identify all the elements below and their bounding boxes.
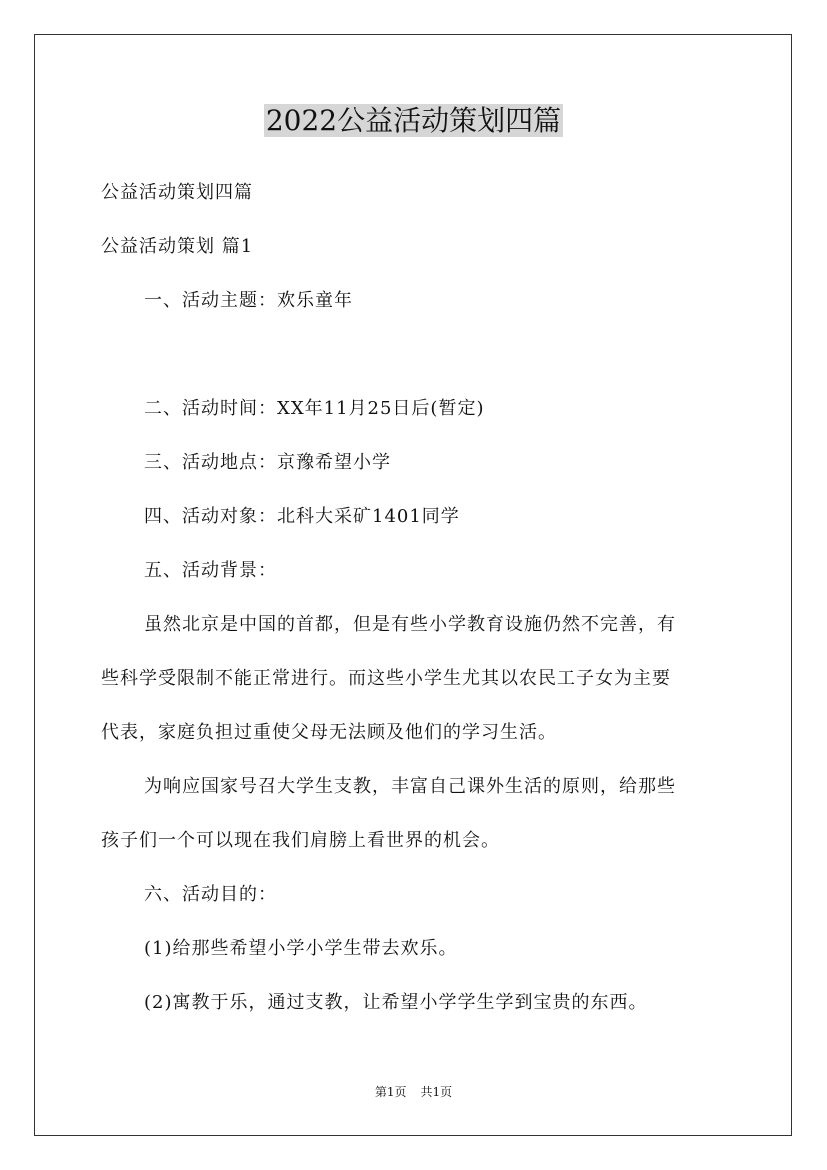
paragraph-line: 孩子们一个可以现在我们肩膀上看世界的机会。 <box>101 830 500 851</box>
activity-theme: 一、活动主题：欢乐童年 <box>144 290 353 311</box>
purpose-item: (2)寓教于乐，通过支教，让希望小学学生学到宝贵的东西。 <box>144 992 648 1013</box>
activity-background-heading: 五、活动背景： <box>144 560 277 581</box>
section-heading: 公益活动策划 篇1 <box>101 236 254 257</box>
subtitle-line: 公益活动策划四篇 <box>101 182 253 203</box>
activity-location: 三、活动地点：京豫希望小学 <box>144 452 391 473</box>
paragraph-line: 为响应国家号召大学生支教，丰富自己课外生活的原则，给那些 <box>144 776 676 797</box>
page-number: 第1页 <box>374 1085 407 1099</box>
paragraph-line: 些科学受限制不能正常进行。而这些小学生尤其以农民工子女为主要 <box>101 668 671 689</box>
document-title: 2022公益活动策划四篇 <box>265 104 562 137</box>
activity-time: 二、活动时间：XX年11月25日后(暂定) <box>144 398 485 419</box>
paragraph-line: 代表，家庭负担过重使父母无法顾及他们的学习生活。 <box>101 722 557 743</box>
activity-target: 四、活动对象：北科大采矿1401同学 <box>144 506 460 527</box>
purpose-item: (1)给那些希望小学小学生带去欢乐。 <box>144 938 458 959</box>
page-total: 共1页 <box>420 1085 453 1099</box>
paragraph-line: 虽然北京是中国的首都，但是有些小学教育设施仍然不完善，有 <box>144 614 676 635</box>
page-footer <box>0 1082 827 1102</box>
activity-purpose-heading: 六、活动目的： <box>144 884 277 905</box>
